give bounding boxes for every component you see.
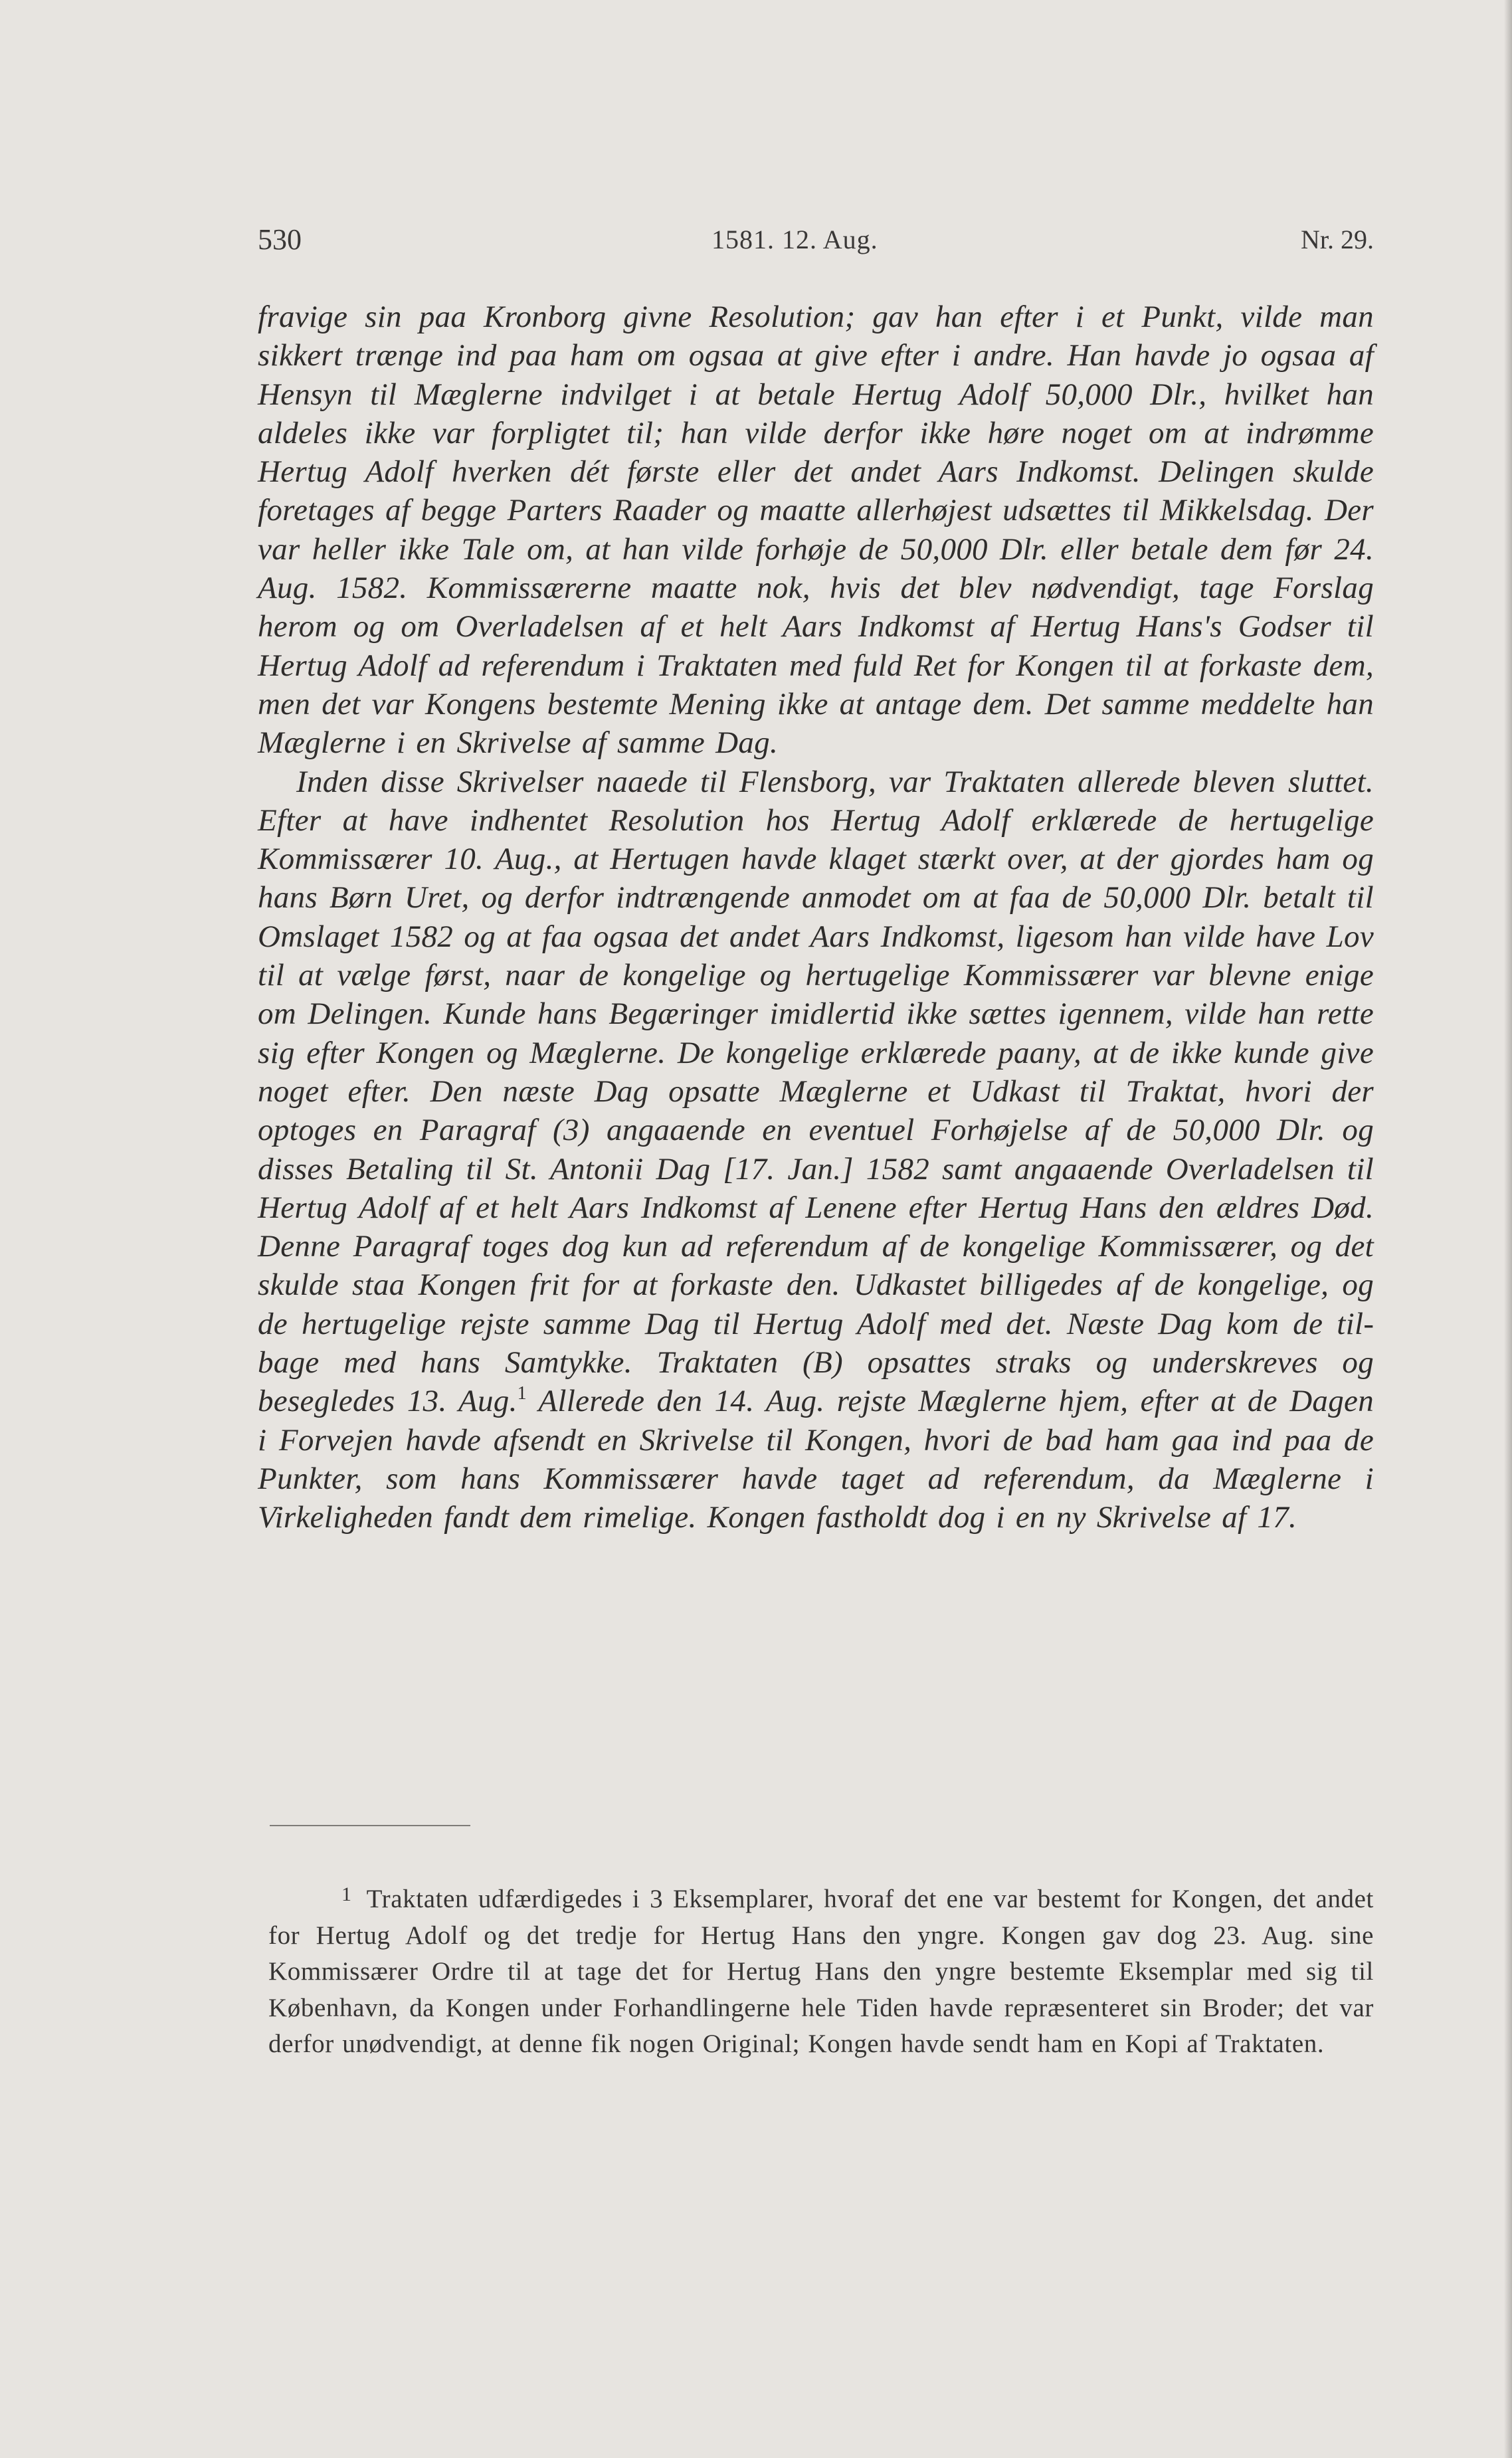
paragraph-2 bbox=[258, 763, 1374, 1537]
document-number: Nr. 29. bbox=[1301, 225, 1374, 254]
running-header bbox=[258, 223, 1374, 265]
header-date: 1581. 12. Aug. bbox=[711, 225, 878, 254]
footnote bbox=[268, 1881, 1374, 2063]
paragraph-2-text-a: Inden disse Skrivelser naaede til Flensborg, var Traktaten allerede bleven sluttet. Efter at have indhentet Resolution hos Hertug Adolf erklærede de hertugelige Kommissærer 10. Aug., at Hertugen havde klaget stærkt over, at der gjordes ham og hans Børn Uret, og derfor indtrængende anmodet om at faa de 50,000 Dlr. betalt til Omslaget 1582 og at faa ogsaa det andet Aars Indkomst, ligesom han vilde have Lov til at vælge først, naar de kongelige og hertugelige Kommissærer var blevne enige om Delingen. Kunde hans Begæringer imidlertid ikke sættes igennem, vilde han rette sig efter Kongen og Mæglerne. De kongelige erklærede paany, at de ikke kunde give noget efter. Den næste Dag opsatte Mæglerne et Udkast til Traktat, hvori der optoges en Paragraf (3) angaaende en eventuel Forhøjelse af de 50,000 Dlr. og disses Betaling til St. Antonii Dag [17. Jan.] 1582 samt angaaende Overladelsen til Hertug Adolf af et helt Aars Indkomst af Lenene efter Hertug Hans den ældres Død. Denne Paragraf toges dog kun ad referendum af de kongelige Kommissærer, og det skulde staa Kongen frit for at forkaste den. Udkastet billigedes af de kongelige, og de hertugelige rejste samme Dag til Hertug Adolf med det. Næste Dag kom de tilbage med hans Samtykke. Traktaten (B) opsattes straks og underskreves og besegledes 13. Aug. bbox=[258, 764, 1374, 1419]
paragraph-1: fravige sin paa Kronborg givne Resolution; gav han efter i et Punkt, vilde man sikkert trænge ind paa ham om ogsaa at give efter i andre. Han havde jo ogsaa af Hensyn til Mæglerne indvilget i at betale Hertug Adolf 50,000 Dlr., hvilket han aldeles ikke var forpligtet til; han vilde derfor ikke høre noget om at indrømme Hertug Adolf hverken dét første eller det andet Aars Indkomst. Delingen skulde foretages af begge Parters Raader og maatte allerhøjest udsættes til Mikkelsdag. Der var heller ikke Tale om, at han vilde forhøje de 50,000 Dlr. eller betale dem før 24. Aug. 1582. Kommissærerne maatte nok, hvis det blev nødvendigt, tage Forslag herom og om Overladelsen af et helt Aars Indkomst af Hertug Hans's Godser til Hertug Adolf ad referendum i Traktaten med fuld Ret for Kongen til at forkaste dem, men det var Kongens bestemte Mening ikke at antage dem. Det samme meddelte han Mæglerne i en Skrivelse af samme Dag. bbox=[258, 300, 1374, 761]
paragraph-2-text-b: Allerede den 14. Aug. rejste Mæglerne hjem, efter at de Dagen i Forvejen havde afsendt en Skrivelse til Kongen, hvori de bad ham gaa ind paa de Punkter, som hans Kommissærer havde taget ad referendum, da Mæglerne i Virkeligheden fandt dem rimelige. Kongen fastholdt dog i en ny Skrivelse af 17. bbox=[258, 1384, 1374, 1535]
footnote-reference[interactable]: 1 bbox=[517, 1383, 527, 1404]
footnote-divider bbox=[270, 1825, 470, 1826]
footnote-text: Traktaten udfærdigedes i 3 Eksemplarer, hvoraf det ene var bestemt for Kongen, det andet for Hertug Adolf og det tredje for Hertug Hans den yngre. Kongen gav dog 23. Aug. sine Kommissærer Ordre til at tage det for Hertug Hans den yngre bestemte Eksemplar med sig til København, da Kongen under Forhandlingerne hele Tiden havde repræsenteret sin Broder; det var derfor unødvendigt, at denne fik nogen Original; Kongen havde sendt ham en Kopi af Traktaten. bbox=[268, 1885, 1374, 2058]
page-number: 530 bbox=[258, 223, 302, 256]
page-edge-shadow bbox=[1504, 0, 1512, 2458]
footnote-marker: 1 bbox=[341, 1883, 352, 1905]
footnote-paragraph bbox=[268, 1881, 1374, 2063]
main-text bbox=[258, 298, 1374, 1537]
